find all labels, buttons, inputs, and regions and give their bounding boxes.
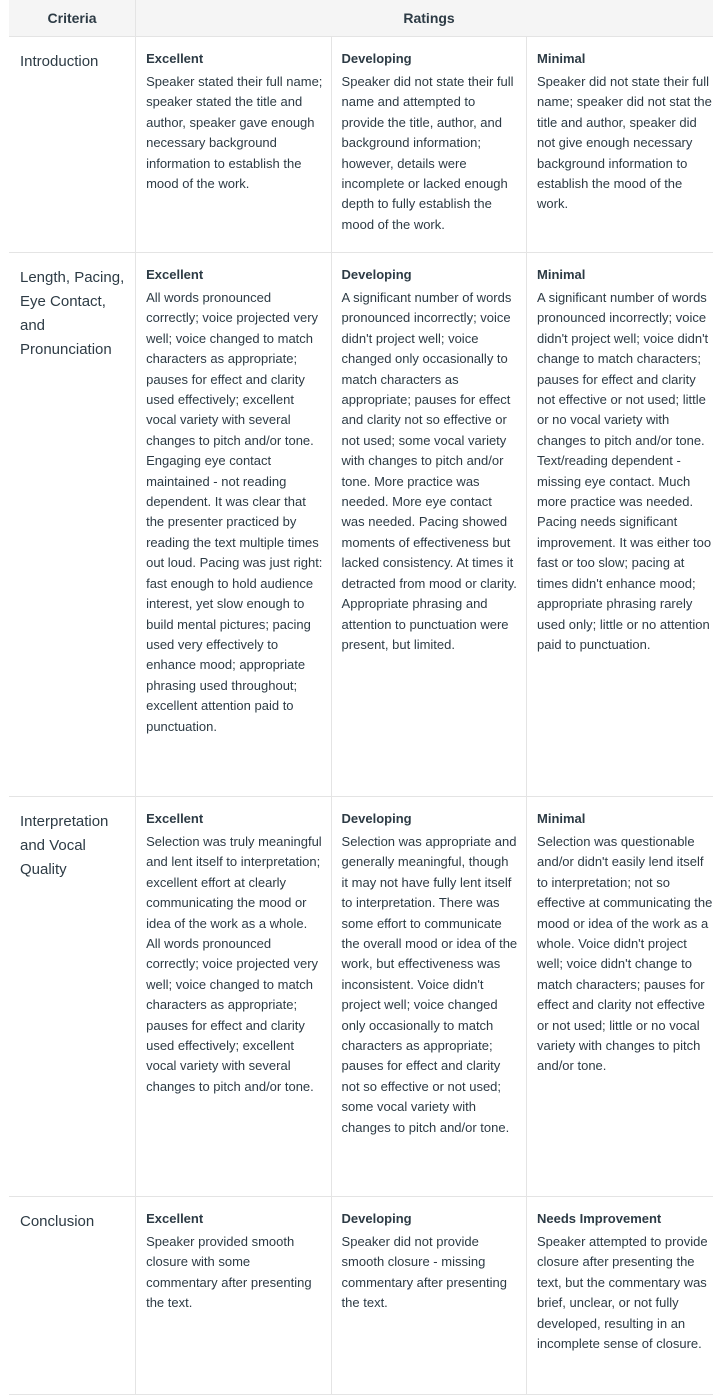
rating-description: Speaker attempted to provide closure after presenting the text, but the commentary was brief, unclear, or not fully developed, resulting in an incomplete sense of closure. xyxy=(537,1234,708,1352)
rating-cell xyxy=(527,797,713,1197)
rating-description: Speaker did not provide smooth closure - missing commentary after presenting the text. xyxy=(341,1234,508,1311)
criteria-column-header: Criteria xyxy=(9,0,136,37)
rating-description: Selection was appropriate and generally meaningful, though it may not have fully lent itself to interpretation. There was some effort to communicate the overall mood or idea of the work, but effectiveness was inconsistent. Voice didn't project well; voice changed only occasionally to match characters as appropriate; pauses for effect and clarity not so effective or not used; some vocal variety with changes to pitch and/or tone. xyxy=(341,834,518,1135)
rating-description: Speaker stated their full name; speaker stated the title and author, speaker gave enough necessary background information to establish the mood of the work. xyxy=(146,74,323,192)
criterion-name: Interpretation and Vocal Quality xyxy=(9,797,136,1197)
rating-cell xyxy=(527,37,713,253)
rating-cell xyxy=(136,1197,331,1395)
rating-title: Developing xyxy=(341,1211,412,1226)
rating-title: Excellent xyxy=(146,811,204,826)
table-row xyxy=(9,797,713,1197)
rating-description: A significant number of words pronounced incorrectly; voice didn't project well; voice didn't change to match characters; pauses for effect and clarity not effective or not used; little or no vocal variety with changes to pitch and/or tone. Text/reading dependent - missing eye contact. Much more practice was needed. Pacing needs significant improvement. It was either too fast or too slow; pacing at times didn't enhance mood; appropriate phrasing rarely used only; little or no attention paid to punctuation. xyxy=(537,290,712,652)
rating-cell xyxy=(527,1197,713,1395)
rating-cell xyxy=(331,1197,526,1395)
rating-cell xyxy=(136,253,331,797)
rating-description: All words pronounced correctly; voice projected very well; voice changed to match characters as appropriate; pauses for effect and clarity used effectively; excellent vocal variety with several changes to pitch and/or tone. Engaging eye contact maintained - not reading dependent. It was clear that the presenter practiced by reading the text multiple times out loud. Pacing was just right: fast enough to hold audience interest, yet slow enough to build mental pictures; pacing used very effectively to enhance mood; appropriate phrasing used throughout; excellent attention paid to punctuation. xyxy=(146,290,323,734)
rating-description: A significant number of words pronounced incorrectly; voice didn't project well; voice changed only occasionally to match characters as appropriate; pauses for effect and clarity not so effective or not used; some vocal variety with changes to pitch and/or tone. More practice was needed. More eye contact was needed. Pacing showed moments of effectiveness but lacked consistency. At times it detracted from mood or clarity. Appropriate phrasing and attention to punctuation were present, but limited. xyxy=(341,290,517,652)
rating-description: Speaker did not state their full name and attempted to provide the title, author, and background information; however, details were incomplete or lacked enough depth to fully establish the mood of the work. xyxy=(341,74,514,232)
rating-description: Selection was truly meaningful and lent itself to interpretation; excellent effort at clearly communicating the mood or idea of the work as a whole. All words pronounced correctly; voice projected very well; voice changed to match characters as appropriate; pauses for effect and clarity used effectively; excellent vocal variety with several changes to pitch and/or tone. xyxy=(146,834,322,1094)
rating-title: Developing xyxy=(341,51,412,66)
criterion-name: Length, Pacing, Eye Contact, and Pronunciation xyxy=(9,253,136,797)
rating-title: Excellent xyxy=(146,267,204,282)
rubric-header-row xyxy=(9,0,713,37)
rating-title: Excellent xyxy=(146,51,204,66)
rating-cell xyxy=(136,797,331,1197)
rating-description: Selection was questionable and/or didn't easily lend itself to interpretation; not so effective at communicating the mood or idea of the work as a whole. Voice didn't project well; voice didn't change to match characters; pauses for effect and clarity not effective or not used; little or no vocal variety with changes to pitch and/or tone. xyxy=(537,834,713,1074)
table-row xyxy=(9,37,713,253)
rating-title: Excellent xyxy=(146,1211,204,1226)
table-row xyxy=(9,253,713,797)
rating-title: Minimal xyxy=(537,51,586,66)
rating-cell xyxy=(331,797,526,1197)
rating-description: Speaker did not state their full name; speaker did not stat the title and author, speaker did not give enough necessary background information to establish the mood of the work. xyxy=(537,74,712,212)
rating-cell xyxy=(136,37,331,253)
rating-title: Needs Improvement xyxy=(537,1211,662,1226)
criterion-name: Conclusion xyxy=(9,1197,136,1395)
table-row xyxy=(9,1197,713,1395)
rating-cell xyxy=(331,37,526,253)
rating-title: Developing xyxy=(341,811,412,826)
rating-description: Speaker provided smooth closure with some commentary after presenting the text. xyxy=(146,1234,312,1311)
ratings-column-header: Ratings xyxy=(136,0,713,37)
rating-cell xyxy=(331,253,526,797)
rubric-table xyxy=(9,0,713,1395)
rating-title: Developing xyxy=(341,267,412,282)
rating-cell xyxy=(527,253,713,797)
rating-title: Minimal xyxy=(537,811,586,826)
rating-title: Minimal xyxy=(537,267,586,282)
criterion-name: Introduction xyxy=(9,37,136,253)
